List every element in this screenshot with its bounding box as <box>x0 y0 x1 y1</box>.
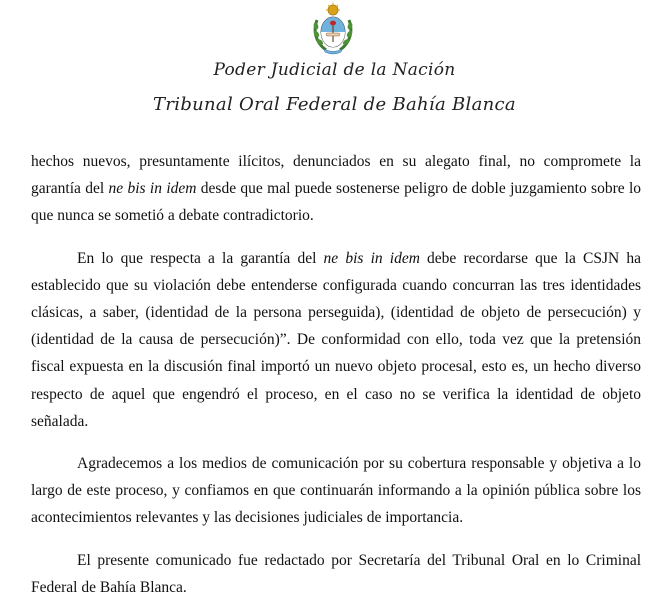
tribunal-title: Tribunal Oral Federal de Bahía Blanca <box>153 94 516 115</box>
paragraph <box>31 245 641 435</box>
text-segment: debe recordarse que la CSJN ha establecido que su violación debe entenderse configurada cuando concurran las tres identidades clásicas, a saber, (identidad de la persona perseguida), (identidad de objeto de persecución) y (identidad de la causa de persecución)”. De conformidad con ello, toda vez que la pretensión fiscal expuesta en la discusión final importó un nuevo objeto procesal, esto es, un hecho diverso respecto de aquel que engendró el proceso, en el caso no se verifica la identidad de objeto señalada. <box>31 249 641 430</box>
text-segment: Agradecemos a los medios de comunicación por su cobertura responsable y objetiva a lo largo de este proceso, y confiamos en que continuarán informando a la opinión pública sobre los acontecimientos relevantes y las decisiones judiciales de importancia. <box>31 455 641 527</box>
argentina-coat-of-arms-icon <box>308 2 358 56</box>
text-segment: desde que mal puede sostenerse peligro de doble juzgamiento sobre lo que nunca se sometió a debate contradictorio. <box>31 180 641 225</box>
text-segment: hechos nuevos, presuntamente ilícitos, denunciados en su alegato final, no compromete la garantía del <box>31 153 641 198</box>
italic-phrase: ne bis in idem <box>108 180 197 198</box>
text-segment: El presente comunicado fue redactado por Secretaría del Tribunal Oral en lo Criminal Federal de Bahía Blanca. <box>31 551 641 596</box>
italic-phrase: ne bis in idem <box>323 249 420 267</box>
paragraph <box>31 148 641 230</box>
document-body <box>31 148 641 616</box>
text-segment: En lo que respecta a la garantía del <box>77 249 324 267</box>
institution-title: Poder Judicial de la Nación <box>213 60 456 80</box>
paragraph <box>31 450 641 532</box>
paragraph <box>31 547 641 601</box>
